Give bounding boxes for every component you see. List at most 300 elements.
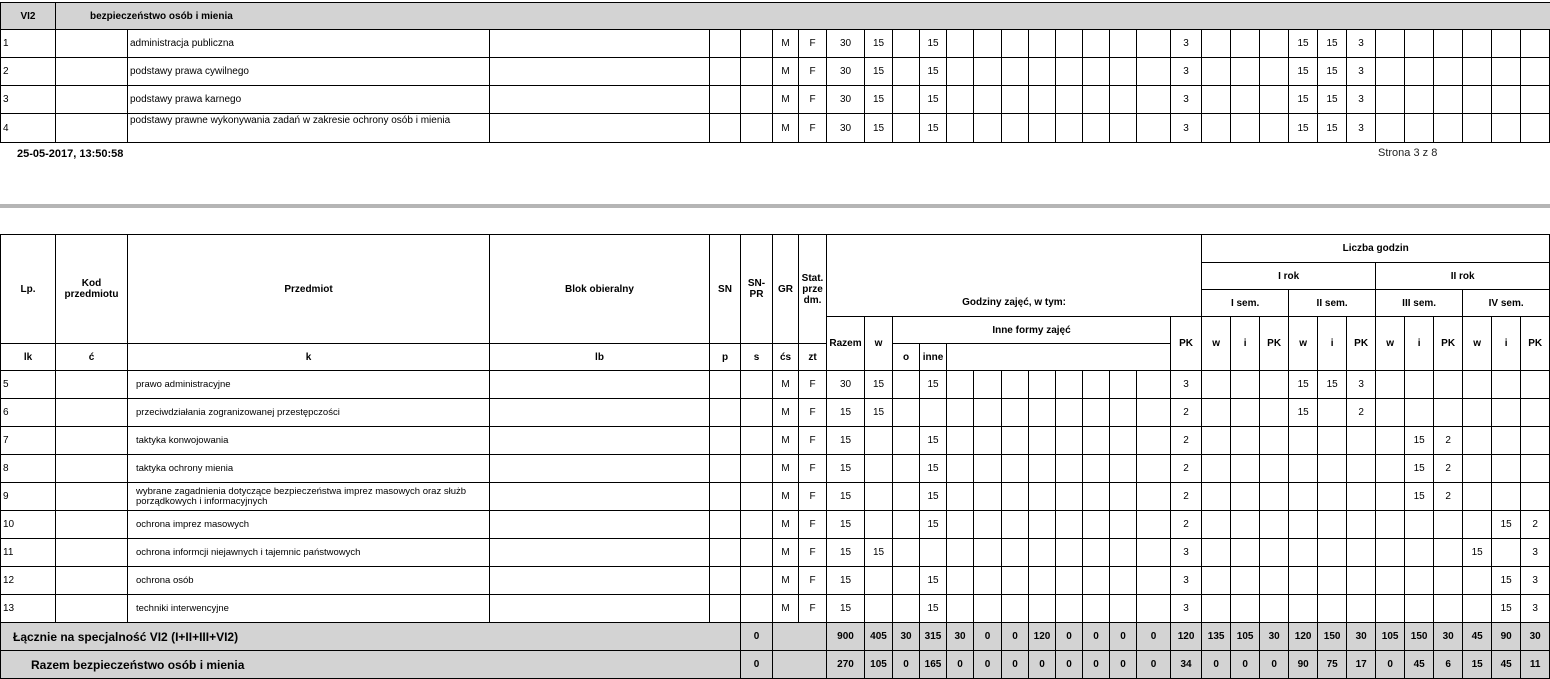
cell-przedmiot: ochrona imprez masowych [128,511,490,539]
cell-sn [710,58,741,86]
cell-s1 [1260,539,1289,567]
totals-sem: 0 [1231,651,1260,679]
cell-form [1137,567,1171,595]
cell-blok [490,86,710,114]
cell-year2 [1434,30,1463,58]
cell-s2 [1318,511,1347,539]
cell-s4 [1463,455,1492,483]
cell-pk: 2 [1171,483,1202,511]
totals-form: 0 [1110,651,1137,679]
totals-sem: 105 [1376,623,1405,651]
cell-przedmiot: taktyka ochrony mienia [128,455,490,483]
cell-s4: 15 [1463,539,1492,567]
totals-form: 0 [1002,651,1029,679]
cell-lk [893,511,920,539]
cell-s4: 2 [1521,511,1550,539]
cell-lp: 5 [1,371,56,399]
cell-form [1137,455,1171,483]
cell-s3: 2 [1434,455,1463,483]
cell-c: 15 [920,58,947,86]
cell-lb [974,86,1002,114]
cell-form [974,511,1002,539]
cell-s4 [1521,455,1550,483]
cell-lp: 13 [1,595,56,623]
cell-p [1002,58,1029,86]
cell-c: 15 [920,595,947,623]
totals-sem: 45 [1463,623,1492,651]
cell-lk [893,427,920,455]
cell-year2 [1463,114,1492,143]
cell-gr: M [773,30,799,58]
table-row [1,483,1550,511]
cell-c: 15 [920,30,947,58]
cell-year1 [1202,30,1231,58]
cell-stat: F [799,483,827,511]
cell-zt [1083,114,1110,143]
cell-s4 [1492,455,1521,483]
cell-zt [1083,86,1110,114]
cell-o [1110,86,1137,114]
totals-form: 165 [920,651,947,679]
cell-s2 [1347,539,1376,567]
cell-lp: 1 [1,30,56,58]
cell-form [1110,595,1137,623]
cell-year2 [1463,58,1492,86]
cell-form [947,455,974,483]
cell-s1 [1202,371,1231,399]
cell-k [947,58,974,86]
cell-form [1083,455,1110,483]
cell-form [1110,399,1137,427]
cell-s4: 3 [1521,595,1550,623]
cell-lk [893,58,920,86]
cell-sn [710,114,741,143]
cell-s2 [1347,567,1376,595]
cell-snpr [741,539,773,567]
cell-year1 [1231,114,1260,143]
cell-year1: 3 [1347,86,1376,114]
cell-form [1056,483,1083,511]
curriculum-table [0,234,1550,679]
cell-pk: 3 [1171,567,1202,595]
header-rok1: I rok [1202,263,1376,290]
totals-form: 0 [947,651,974,679]
totals-form: 0 [1137,623,1171,651]
cell-stat: F [799,427,827,455]
cell-s1 [1202,455,1231,483]
cell-year2 [1405,114,1434,143]
cell-form [974,455,1002,483]
cell-form [947,595,974,623]
totals-label: Łącznie na specjalność VI2 (I+II+III+VI2) [1,623,741,651]
totals-form: 0 [1083,623,1110,651]
cell-o [1110,58,1137,86]
cell-c: 15 [920,455,947,483]
table-row [1,511,1550,539]
cell-przedmiot: wybrane zagadnienia dotyczące bezpieczeństwa imprez masowych oraz służb porządkowych i informacyjnych [128,483,490,511]
cell-s4 [1492,427,1521,455]
cell-s2 [1289,455,1318,483]
cell-s2 [1289,539,1318,567]
cell-cs [1056,30,1083,58]
cell-s3 [1376,455,1405,483]
cell-year1 [1260,30,1289,58]
totals-sem: 45 [1405,651,1434,679]
cell-stat: F [799,114,827,143]
cell-s3 [1405,371,1434,399]
cell-pk: 3 [1171,539,1202,567]
totals-pk: 120 [1171,623,1202,651]
totals-sem: 30 [1347,623,1376,651]
cell-form [1029,427,1056,455]
page-number: Strona 3 z 8 [1378,147,1438,159]
cell-s1 [1202,399,1231,427]
cell-year2 [1434,58,1463,86]
cell-snpr [741,114,773,143]
cell-razem: 15 [827,595,865,623]
cell-form [1002,595,1029,623]
cell-form [947,427,974,455]
cell-gr: M [773,114,799,143]
cell-stat: F [799,595,827,623]
header-blok: Blok obieralny [490,235,710,344]
totals-form: 0 [1002,623,1029,651]
cell-sn [710,371,741,399]
cell-w: 15 [865,371,893,399]
table-row [1,595,1550,623]
cell-snpr [741,399,773,427]
header-kod: Kod przedmiotu [56,235,128,344]
cell-pk: 3 [1171,371,1202,399]
cell-c: 15 [920,86,947,114]
header-sem-col: PK [1260,317,1289,371]
cell-s1 [1231,483,1260,511]
cell-kod [56,511,128,539]
totals-razem: 270 [827,651,865,679]
cell-year2 [1463,30,1492,58]
cell-s1 [1231,567,1260,595]
cell-form [1002,399,1029,427]
cell-s2 [1318,483,1347,511]
cell-form [1110,539,1137,567]
cell-s3 [1405,567,1434,595]
header-sem-col: w [1289,317,1318,371]
cell-s2 [1347,483,1376,511]
cell-sn [710,483,741,511]
cell-inne [1137,30,1171,58]
cell-s3 [1376,567,1405,595]
cell-stat: F [799,539,827,567]
cell-form [1083,595,1110,623]
totals-form: 0 [974,651,1002,679]
cell-razem: 30 [827,58,865,86]
cell-form [1137,399,1171,427]
totals-form: 0 [1083,651,1110,679]
cell-c: 15 [920,114,947,143]
cell-inne [1137,114,1171,143]
cell-c: 15 [920,483,947,511]
cell-form [1110,427,1137,455]
cell-pk: 3 [1171,58,1202,86]
cell-gr: M [773,399,799,427]
cell-s1 [1260,399,1289,427]
cell-form [1002,371,1029,399]
cell-s1 [1231,539,1260,567]
cell-s1 [1231,595,1260,623]
cell-form [1029,455,1056,483]
cell-form [1002,427,1029,455]
cell-lb [974,114,1002,143]
cell-razem: 30 [827,371,865,399]
cell-przedmiot: przeciwdziałania zogranizowanej przestępczości [128,399,490,427]
cell-year1: 3 [1347,58,1376,86]
cell-razem: 15 [827,483,865,511]
header-form-3: lb [490,344,710,371]
cell-sn [710,86,741,114]
cell-year1 [1202,114,1231,143]
cell-przedmiot: taktyka konwojowania [128,427,490,455]
print-date: 25-05-2017, 13:50:58 [17,148,124,160]
table-row [1,455,1550,483]
cell-form [1029,483,1056,511]
table-row [1,427,1550,455]
cell-pk: 3 [1171,595,1202,623]
cell-s4: 3 [1521,539,1550,567]
cell-form [974,427,1002,455]
cell-form [1002,511,1029,539]
cell-lp: 9 [1,483,56,511]
cell-year2 [1521,30,1550,58]
cell-form [1110,511,1137,539]
cell-s1 [1260,371,1289,399]
cell-w [865,567,893,595]
cell-o [1110,30,1137,58]
cell-stat: F [799,455,827,483]
cell-s1 [1260,483,1289,511]
cell-year1: 15 [1318,58,1347,86]
cell-s1 [1202,427,1231,455]
cell-stat: F [799,567,827,595]
cell-year2 [1492,30,1521,58]
totals-sem: 0 [1202,651,1231,679]
table-row [1,58,1550,86]
cell-form [1029,399,1056,427]
cell-razem: 15 [827,399,865,427]
cell-c: 15 [920,511,947,539]
header-przedmiot: Przedmiot [128,235,490,344]
cell-blok [490,567,710,595]
cell-inne [1137,58,1171,86]
cell-s3: 15 [1405,427,1434,455]
cell-year1 [1202,58,1231,86]
cell-blok [490,399,710,427]
totals-form: 315 [920,623,947,651]
cell-s1 [1202,567,1231,595]
cell-przedmiot: techniki interwencyjne [128,595,490,623]
cell-year1 [1260,86,1289,114]
cell-zt [1083,30,1110,58]
header-sem2: II sem. [1289,290,1376,317]
cell-year1 [1231,58,1260,86]
totals-sem: 75 [1318,651,1347,679]
cell-year1: 15 [1318,30,1347,58]
totals-sem: 90 [1289,651,1318,679]
cell-s3 [1405,595,1434,623]
cell-year1: 15 [1289,114,1318,143]
cell-blok [490,539,710,567]
cell-lb [974,58,1002,86]
cell-s3 [1405,511,1434,539]
cell-form [947,399,974,427]
cell-sn [710,427,741,455]
cell-form [1056,427,1083,455]
cell-c: 15 [920,427,947,455]
cell-k [947,114,974,143]
cell-lp: 10 [1,511,56,539]
totals-sem: 45 [1492,651,1521,679]
cell-przedmiot: ochrona osób [128,567,490,595]
cell-year1: 15 [1289,30,1318,58]
header-sem-col: PK [1434,317,1463,371]
totals-form: 0 [1110,623,1137,651]
header-sem-col: i [1405,317,1434,371]
cell-s2: 3 [1347,371,1376,399]
cell-s [1029,114,1056,143]
cell-blok [490,114,710,143]
cell-s2 [1318,595,1347,623]
cell-year2 [1492,86,1521,114]
cell-przedmiot: prawo administracyjne [128,371,490,399]
cell-form [1083,539,1110,567]
cell-s3 [1405,539,1434,567]
cell-blok [490,371,710,399]
cell-form [1110,483,1137,511]
totals-snpr: 0 [741,651,773,679]
cell-gr: M [773,371,799,399]
header-liczba: Liczba godzin [1202,235,1550,263]
cell-p [1002,86,1029,114]
cell-cs [1056,86,1083,114]
totals-sem: 15 [1463,651,1492,679]
cell-pk: 2 [1171,399,1202,427]
cell-s4: 3 [1521,567,1550,595]
section-title: bezpieczeństwo osób i mienia [56,3,1550,30]
cell-s3 [1376,539,1405,567]
totals-gr [773,651,827,679]
cell-form [1083,399,1110,427]
cell-w [865,427,893,455]
cell-sn [710,539,741,567]
cell-cs [1056,58,1083,86]
totals-sem: 30 [1260,623,1289,651]
cell-blok [490,595,710,623]
totals-snpr: 0 [741,623,773,651]
cell-form [1002,567,1029,595]
cell-s3 [1405,399,1434,427]
cell-s4 [1521,399,1550,427]
cell-s4 [1463,511,1492,539]
header-sem-col: PK [1347,317,1376,371]
cell-s2 [1289,427,1318,455]
cell-razem: 15 [827,567,865,595]
cell-s2: 15 [1289,371,1318,399]
cell-year2 [1405,58,1434,86]
totals-form: 30 [947,623,974,651]
cell-lk [893,483,920,511]
cell-s2: 2 [1347,399,1376,427]
cell-snpr [741,371,773,399]
cell-blok [490,30,710,58]
cell-stat: F [799,58,827,86]
cell-form [1083,511,1110,539]
cell-form [974,567,1002,595]
cell-kod [56,371,128,399]
cell-year1: 3 [1347,30,1376,58]
cell-lk [893,455,920,483]
cell-s1 [1231,455,1260,483]
cell-form [1056,595,1083,623]
cell-kod [56,30,128,58]
cell-kod [56,114,128,143]
header-sem-col: w [1202,317,1231,371]
header-lp: Lp. [1,235,56,344]
cell-razem: 15 [827,511,865,539]
cell-s4 [1521,371,1550,399]
cell-stat: F [799,399,827,427]
cell-year2 [1405,30,1434,58]
cell-year1 [1231,30,1260,58]
cell-w: 15 [865,399,893,427]
cell-form [974,483,1002,511]
cell-pk: 3 [1171,86,1202,114]
cell-pk: 2 [1171,511,1202,539]
cell-s3 [1376,483,1405,511]
cell-s4 [1521,427,1550,455]
cell-kod [56,58,128,86]
cell-s1 [1260,427,1289,455]
header-stat: Stat. prze dm. [799,235,827,344]
cell-snpr [741,30,773,58]
cell-form [974,539,1002,567]
cell-o [1110,114,1137,143]
cell-lp: 4 [1,114,56,143]
cell-blok [490,511,710,539]
cell-kod [56,483,128,511]
cell-inne [1137,86,1171,114]
cell-snpr [741,567,773,595]
cell-w [865,595,893,623]
cell-form [1029,539,1056,567]
header-form-9: inne [920,344,947,371]
cell-form [1056,567,1083,595]
totals-sem: 120 [1289,623,1318,651]
cell-s1 [1231,427,1260,455]
cell-s3: 15 [1405,483,1434,511]
section-code: VI2 [1,3,56,30]
cell-lk [893,595,920,623]
cell-w: 15 [865,539,893,567]
table-row [1,567,1550,595]
totals-sem: 0 [1376,651,1405,679]
totals-razem: 900 [827,623,865,651]
totals-sem: 30 [1434,623,1463,651]
totals-row [1,623,1550,651]
cell-k [947,30,974,58]
cell-s3 [1434,539,1463,567]
cell-form [974,399,1002,427]
cell-year2 [1434,86,1463,114]
cell-p [1002,114,1029,143]
